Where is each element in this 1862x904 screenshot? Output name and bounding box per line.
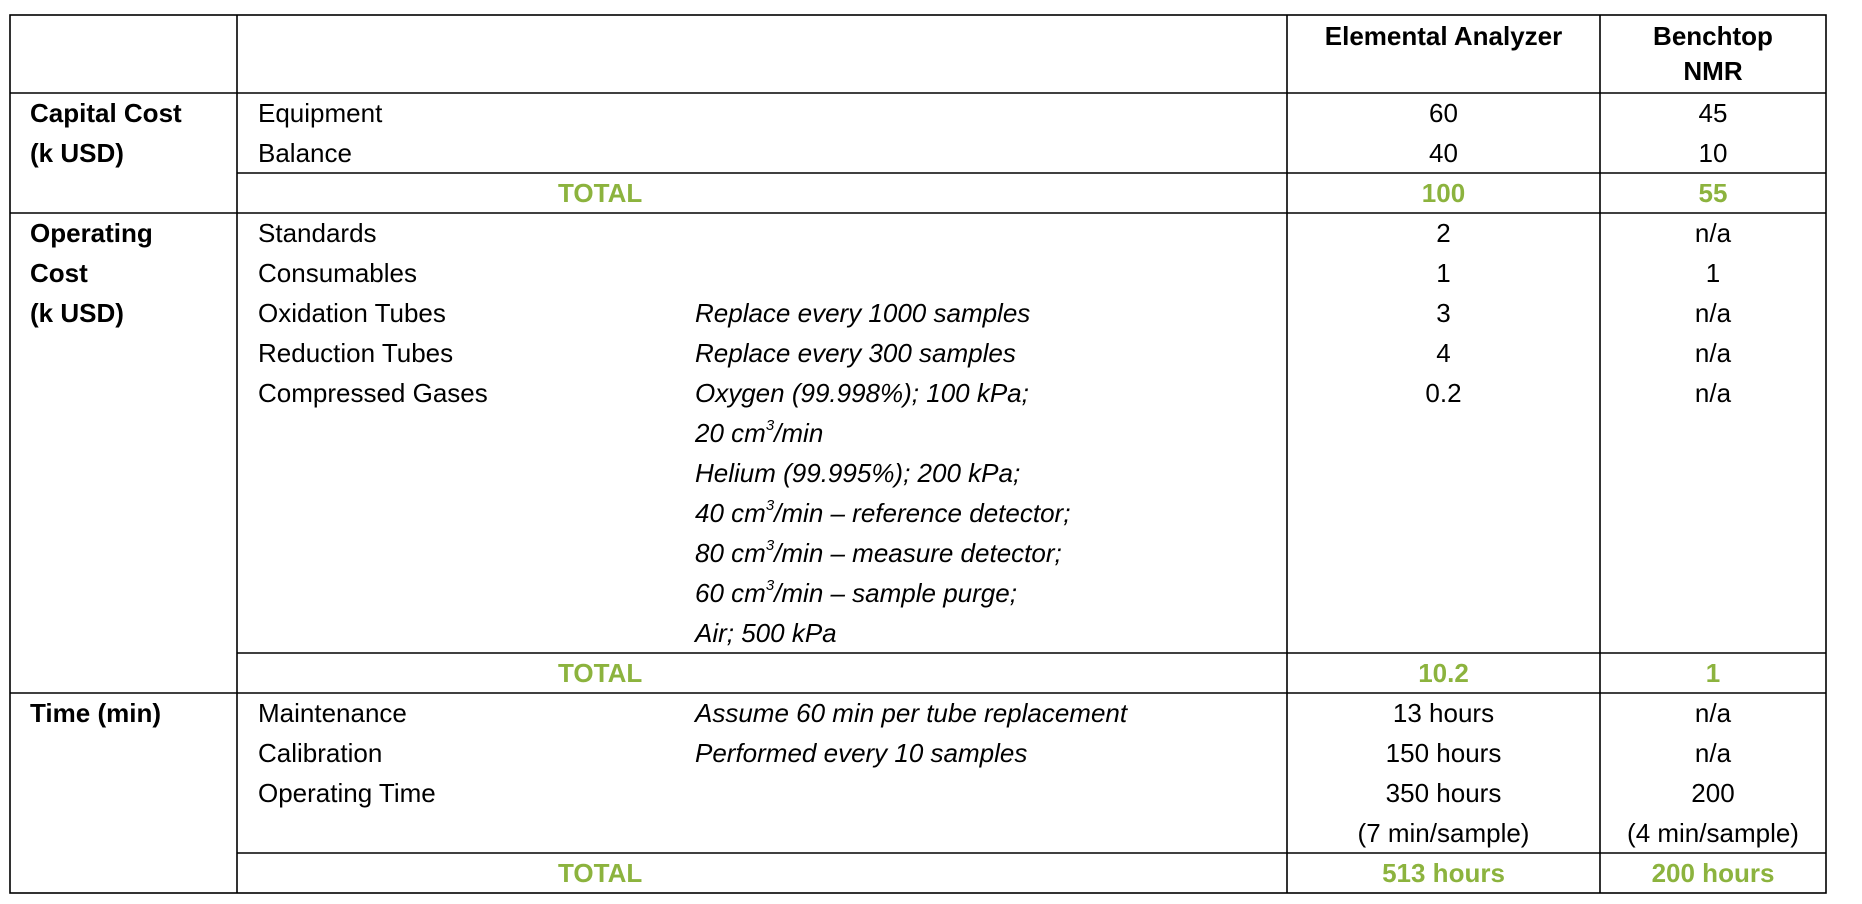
gas-note-line: 40 $cm^3/\min$ – reference detector; (695, 497, 1071, 528)
cell-nmr-oxidation-tubes: n/a (1694, 298, 1732, 328)
total-label-time: TOTAL (558, 858, 643, 888)
row-item-reduction-tubes: Reduction Tubes (258, 338, 454, 368)
row-item-maintenance: Maintenance (258, 698, 407, 728)
row-item-oxidation-tubes: Oxidation Tubes (258, 298, 446, 328)
cell-nmr-balance: 10 (1698, 138, 1728, 168)
gas-note-line: Air; 500 kPa (695, 618, 837, 648)
row-item-compressed-gases: Compressed Gases (258, 378, 488, 408)
cell-ea-operating-time-detail: (7 min/sample) (1357, 818, 1530, 848)
cell-ea-operating-time: 350 hours (1385, 778, 1502, 808)
gas-note-line: 80 $cm^3/\min$ – measure detector; (695, 537, 1062, 568)
cell-ea-balance: 40 (1429, 138, 1458, 168)
section-label-operating-unit: (k USD) (30, 298, 124, 328)
column-header-elemental-analyzer: Elemental Analyzer (1324, 21, 1563, 51)
column-header-benchtop-nmr-line2: NMR (1683, 56, 1743, 86)
cell-ea-standards: 2 (1436, 218, 1451, 248)
total-ea-capital: 100 (1421, 178, 1466, 208)
total-ea-operating: 10.2 (1418, 658, 1469, 688)
cell-nmr-calibration: n/a (1694, 738, 1732, 768)
cell-nmr-operating-time: 200 (1691, 778, 1735, 808)
cell-nmr-reduction-tubes: n/a (1694, 338, 1732, 368)
gas-note-line: 60 $cm^3/\min$ – sample purge; (695, 577, 1017, 608)
gas-note-line: Helium (99.995%); 200 kPa; (695, 458, 1021, 488)
section-label-time: Time (min) (30, 698, 161, 728)
column-header-benchtop-nmr-line1: Benchtop (1653, 21, 1773, 51)
cell-nmr-consumables: 1 (1705, 258, 1721, 288)
cell-ea-oxidation-tubes: 3 (1436, 298, 1451, 328)
cell-nmr-compressed-gases: n/a (1694, 378, 1732, 408)
compressed-gases-notes (695, 373, 1070, 653)
total-ea-time: 513 hours (1382, 858, 1505, 888)
cell-ea-calibration: 150 hours (1385, 738, 1502, 768)
row-item-equipment: Equipment (258, 98, 383, 128)
cell-ea-equipment: 60 (1429, 98, 1458, 128)
row-note-reduction-tubes: Replace every 300 samples (695, 338, 1016, 368)
row-note-calibration: Performed every 10 samples (695, 738, 1028, 768)
total-label-operating: TOTAL (558, 658, 643, 688)
section-label-operating-cost: Cost (30, 258, 88, 288)
cell-nmr-equipment: 45 (1698, 98, 1728, 128)
cell-ea-consumables: 1 (1436, 258, 1451, 288)
total-nmr-capital: 55 (1698, 178, 1728, 208)
total-nmr-operating: 1 (1705, 658, 1721, 688)
section-label-capital-cost-unit: (k USD) (30, 138, 124, 168)
cell-ea-maintenance: 13 hours (1392, 698, 1495, 728)
row-item-consumables: Consumables (258, 258, 417, 288)
cell-ea-reduction-tubes: 4 (1436, 338, 1451, 368)
cell-ea-compressed-gases: 0.2 (1425, 378, 1462, 408)
row-note-oxidation-tubes: Replace every 1000 samples (695, 298, 1031, 328)
row-item-standards: Standards (258, 218, 377, 248)
row-item-operating-time: Operating Time (258, 778, 436, 808)
cell-nmr-maintenance: n/a (1694, 698, 1732, 728)
gas-note-line: 20 $cm^3/\min$ (695, 417, 824, 448)
section-label-operating: Operating (30, 218, 153, 248)
cell-nmr-standards: n/a (1694, 218, 1732, 248)
row-note-maintenance: Assume 60 min per tube replacement (695, 698, 1128, 728)
cell-nmr-operating-time-detail: (4 min/sample) (1627, 818, 1799, 848)
row-item-balance: Balance (258, 138, 352, 168)
gas-note-line: Oxygen (99.998%); 100 kPa; (695, 378, 1029, 408)
total-label-capital: TOTAL (558, 178, 643, 208)
total-nmr-time: 200 hours (1651, 858, 1775, 888)
row-item-calibration: Calibration (258, 738, 383, 768)
section-label-capital-cost: Capital Cost (30, 98, 182, 128)
